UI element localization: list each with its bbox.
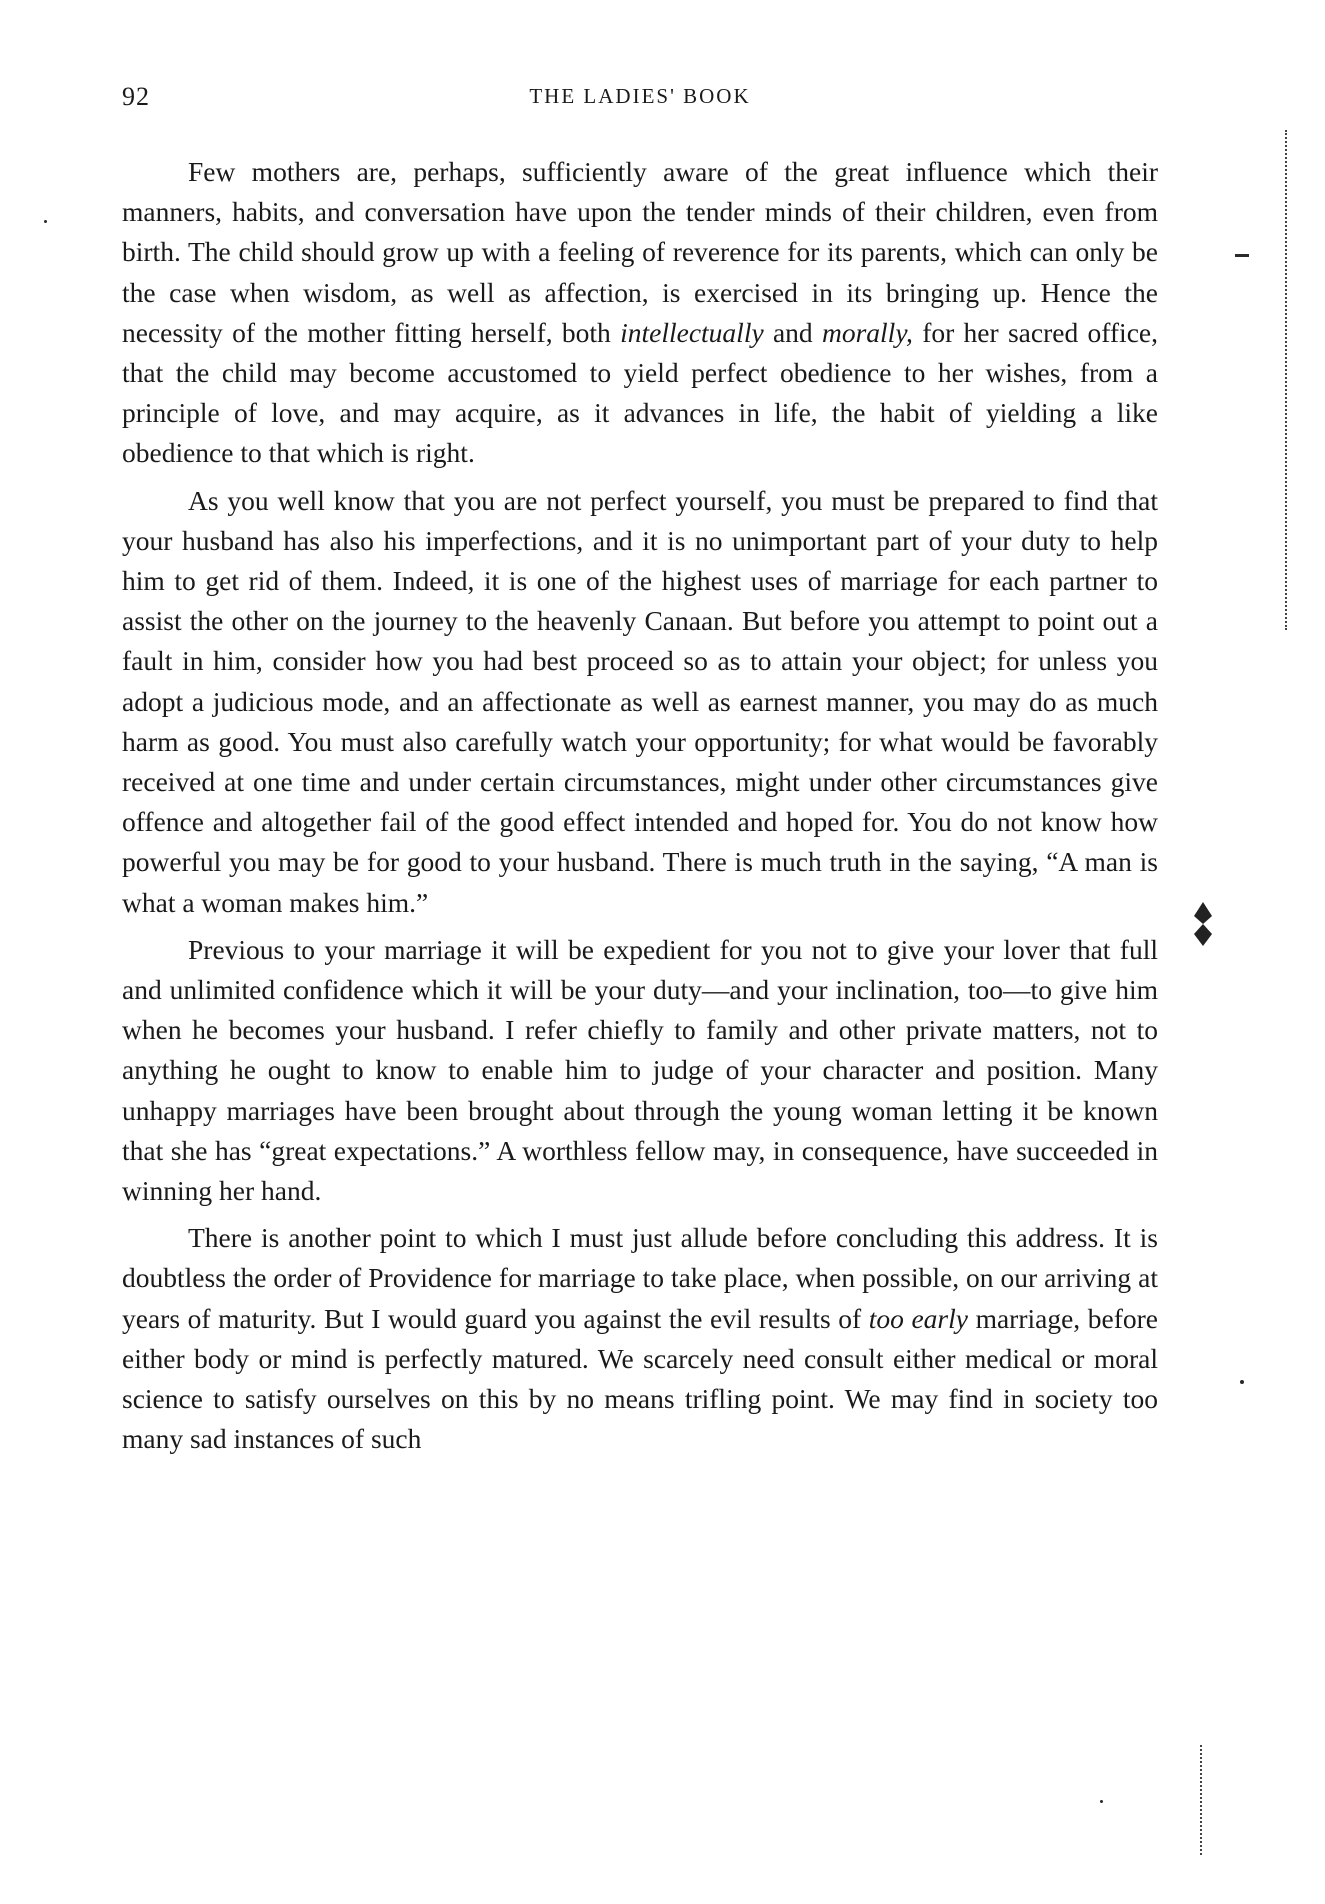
emphasis-too-early: too early [868,1302,968,1334]
margin-speck [1240,1380,1244,1384]
paragraph-text: Few mothers are, perhaps, sufficiently aware of the great influence which their manners, habits, and conversation have upon the tender minds of their children, even from birth. The child should grow up with a feeling of reverence for its parents, which can only be the case when wisdom, as well as affection, is exercised in its bringing up. Hence the necessity of the mother fitting herself, both [122,156,1158,348]
margin-speck [44,220,47,223]
running-head [122,82,1158,122]
paragraph-text: for her sacred office, that the child may become accustomed to yield perfect obedience to her wishes, from a principle of love, and may acquire, as it advances in life, the habit of yielding a like obedience to that which is right. [122,316,1158,469]
paragraph-husband-imperfections [122,481,1158,923]
paragraph-text: Previous to your marriage it will be expedient for you not to give your lover that full and unlimited confidence which it will be your duty—and your inclination, too—to give him when he becomes your husband. I refer chiefly to family and other private matters, not to anything he ought to know to enable him to judge of your character and position. Many unhappy marriages have been brought about through the young woman letting it be known that she has “great expectations.” A worthless fellow may, in consequence, have succeeded in winning her hand. [122,933,1158,1207]
paragraph-text: and [763,316,822,348]
paragraph-text: As you well know that you are not perfect yourself, you must be prepared to find that your husband has also his imperfections, and it is no unimportant part of your duty to help him to get rid of them. Indeed, it is one of the highest uses of marriage for each partner to assist the other on the journey to the heavenly Canaan. But before you attempt to point out a fault in him, consider how you had best proceed so as to attain your object; for unless you adopt a judicious mode, and an affectionate as well as earnest manner, you may do as much harm as good. You must also carefully watch your opportunity; for what would be favorably received at one time and under certain circumstances, might under other circumstances give offence and altogether fail of the good effect intended and hoped for. You do not know how powerful you may be for good to your husband. There is much truth in the saying, “A man is what a woman makes him.” [122,484,1158,918]
emphasis-intellectually: intellectually [620,316,764,348]
page-number: 92 [122,82,150,111]
margin-dotted-line [1285,130,1289,630]
paragraph-confidence [122,930,1158,1211]
margin-dash-mark [1235,254,1249,257]
book-title: THE LADIES' BOOK [529,84,751,108]
margin-dotted-line-lower [1200,1745,1204,1855]
margin-speck [1100,1800,1103,1803]
paragraph-text: There is another point to which I must just allude before concluding this address. It is doubtless the order of Providence for marriage to take place, when possible, on our arriving at years of maturity. But I would guard you against the evil results of [122,1222,1158,1334]
paragraph-early-marriage [122,1218,1158,1459]
paragraph-mothers-influence [122,152,1158,474]
emphasis-morally: morally, [821,316,913,348]
margin-ornament-icon [1192,900,1214,948]
body-text [122,152,1158,1467]
paragraph-text: marriage, before either body or mind is perfectly matured. We scarcely need consult either medical or moral science to satisfy ourselves on this by no means trifling point. We may find in society too many sad instances of such [122,1302,1158,1455]
